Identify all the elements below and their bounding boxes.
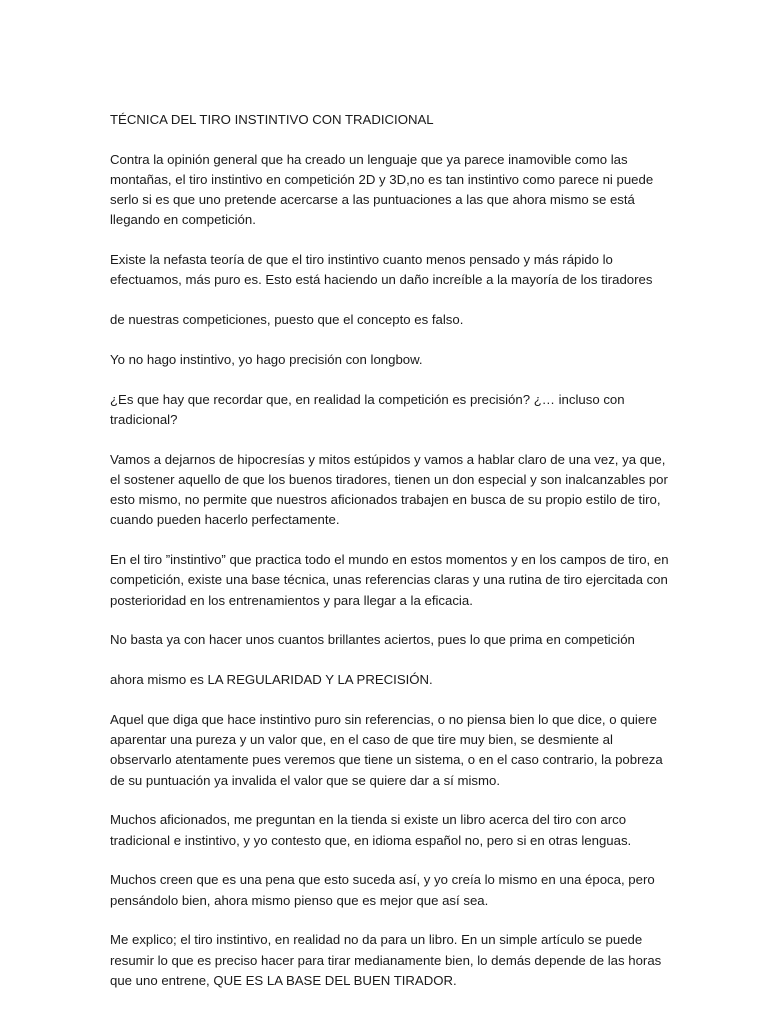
paragraph: No basta ya con hacer unos cuantos brillantes aciertos, pues lo que prima en competición [110, 632, 635, 648]
paragraph: Existe la nefasta teoría de que el tiro instintivo cuanto menos pensado y más rápido lo efectuamos, más puro es. Esto está haciendo un daño increíble a la mayoría de los tiradores [110, 252, 653, 288]
paragraph: ¿Es que hay que recordar que, en realidad la competición es precisión? ¿… incluso con tradicional? [110, 391, 625, 427]
paragraph: de nuestras competiciones, puesto que el concepto es falso. [110, 312, 464, 328]
paragraph: Muchos creen que es una pena que esto suceda así, y yo creía lo mismo en una época, pero pensándolo bien, ahora mismo pienso que es mejor que así sea. [110, 872, 655, 908]
paragraph: Muchos aficionados, me preguntan en la tienda si existe un libro acerca del tiro con arco tradicional e instintivo, y yo contesto que, en idioma español no, pero si en otras lenguas. [110, 812, 632, 848]
document-body [110, 110, 670, 1011]
paragraph: Yo no hago instintivo, yo hago precisión con longbow. [110, 352, 423, 367]
paragraph: Contra la opinión general que ha creado un lenguaje que ya parece inamovible como las montañas, el tiro instintivo en competición 2D y 3D,no es tan instintivo como parece ni puede serlo si es que uno pretende acercarse a las puntuaciones a las que ahora mismo se está llegando en competición. [110, 151, 654, 228]
paragraph: En el tiro ”instintivo” que practica todo el mundo en estos momentos y en los campos de tiro, en competición, existe una base técnica, unas referencias claras y una rutina de tiro ejercitada con posterioridad en los entrenamientos y para llegar a la eficacia. [110, 552, 669, 608]
paragraph: Vamos a dejarnos de hipocresías y mitos estúpidos y vamos a hablar claro de una vez, ya que, el sostener aquello de que los buenos tiradores, tienen un don especial y son inalcanzables por esto mismo, no permite que nuestros aficionados trabajen en busca de su propio estilo de tiro, cuando pueden hacerlo perfectamente. [110, 451, 668, 528]
paragraph: ahora mismo es LA REGULARIDAD Y LA PRECISIÓN. [110, 672, 433, 688]
paragraph: Me explico; el tiro instintivo, en realidad no da para un libro. En un simple artículo se puede resumir lo que es preciso hacer para tirar medianamente bien, lo demás depende de las horas que uno entrene, QUE ES LA BASE DEL BUEN TIRADOR. [110, 932, 662, 988]
paragraph: Aquel que diga que hace instintivo puro sin referencias, o no piensa bien lo que dice, o quiere aparentar una pureza y un valor que, en el caso de que tire muy bien, se desmiente al observarlo atentamente pues veremos que tiene un sistema, o en el caso contrario, la pobreza de su puntuación ya invalida el valor que se quiere dar a sí mismo. [110, 712, 663, 788]
document-title: TÉCNICA DEL TIRO INSTINTIVO CON TRADICIONAL [110, 112, 434, 127]
